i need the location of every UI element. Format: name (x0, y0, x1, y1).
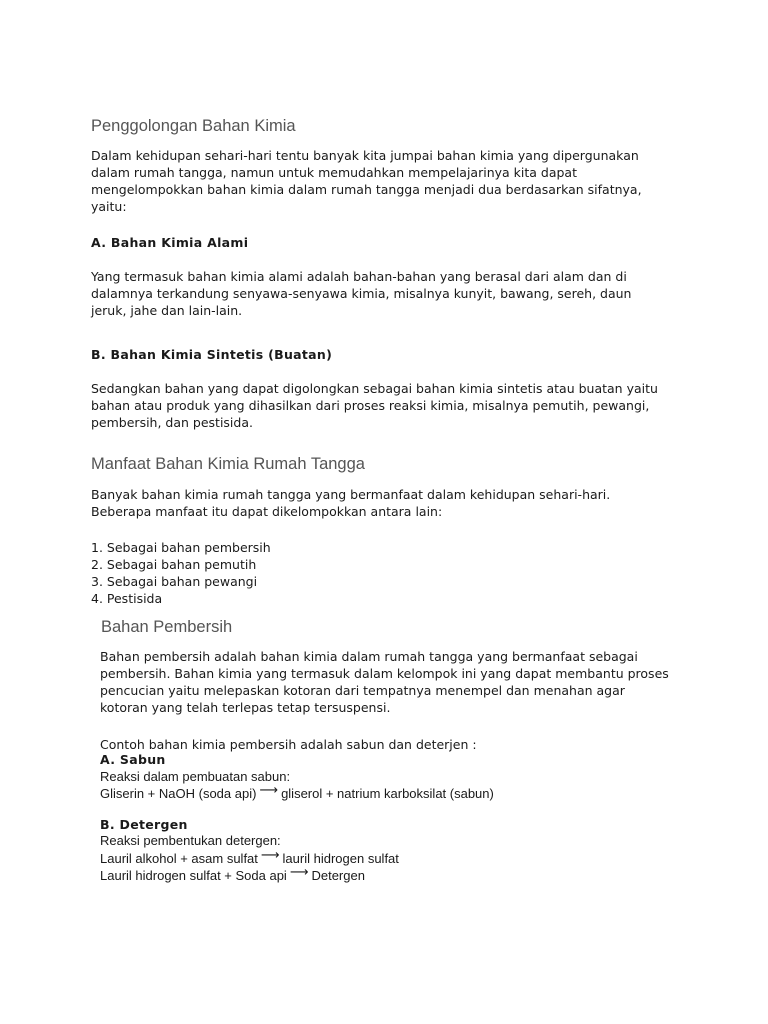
subheading-bahan-kimia-alami: A. Bahan Kimia Alami (91, 235, 249, 250)
subheading-sabun: A. Sabun (100, 752, 166, 767)
text-line: yaitu: (91, 199, 127, 214)
alami-paragraph (91, 268, 631, 319)
manfaat-list (91, 539, 271, 607)
detergen-reaction-label: Reaksi pembentukan detergen: (100, 833, 281, 848)
subheading-detergen: B. Detergen (100, 817, 188, 832)
sabun-reaction-label: Reaksi dalam pembuatan sabun: (100, 769, 291, 784)
text-line: Beberapa manfaat itu dapat dikelompokkan antara lain: (91, 504, 443, 519)
pembersih-paragraph (100, 648, 669, 716)
reactant: Lauril hidrogen sulfat + Soda api (100, 868, 287, 883)
text-line: Dalam kehidupan sehari-hari tentu banyak kita jumpai bahan kimia yang dipergunakan (91, 148, 639, 163)
list-item: 2. Sebagai bahan pemutih (91, 557, 257, 572)
text-line: pembersih. Bahan kimia yang termasuk dalam kelompok ini yang dapat membantu proses (100, 666, 669, 681)
detergen-reaction-1 (100, 848, 399, 867)
arrow-right-icon: ⟶ (260, 848, 280, 863)
list-item: 3. Sebagai bahan pewangi (91, 574, 258, 589)
text-line: mengelompokkan bahan kimia dalam rumah tangga menjadi dua berdasarkan sifatnya, (91, 182, 642, 197)
sintetis-paragraph (91, 380, 658, 431)
list-item: 1. Sebagai bahan pembersih (91, 540, 271, 555)
subheading-bahan-kimia-sintetis: B. Bahan Kimia Sintetis (Buatan) (91, 347, 333, 362)
reactant: Lauril alkohol + asam sulfat (100, 851, 258, 866)
text-line: Yang termasuk bahan kimia alami adalah bahan-bahan yang berasal dari alam dan di (91, 269, 627, 284)
product: lauril hidrogen sulfat (282, 851, 399, 866)
text-line: pembersih, dan pestisida. (91, 415, 253, 430)
product: Detergen (311, 868, 365, 883)
sabun-reaction-equation (100, 783, 494, 802)
list-item: 4. Pestisida (91, 591, 163, 606)
text-line: pencucian yaitu melepaskan kotoran dari tempatnya menempel dan menahan agar (100, 683, 625, 698)
text-line: Bahan pembersih adalah bahan kimia dalam rumah tangga yang bermanfaat sebagai (100, 649, 638, 664)
text-line: kotoran yang telah terlepas tetap tersuspensi. (100, 700, 391, 715)
text-line: dalamnya terkandung senyawa-senyawa kimia, misalnya kunyit, bawang, sereh, daun (91, 286, 632, 301)
reactant: Gliserin + NaOH (soda api) (100, 786, 257, 801)
contoh-intro: Contoh bahan kimia pembersih adalah sabun dan deterjen : (100, 737, 477, 752)
section-heading-manfaat: Manfaat Bahan Kimia Rumah Tangga (91, 455, 365, 473)
arrow-right-icon: ⟶ (289, 865, 309, 880)
text-line: jeruk, jahe dan lain-lain. (91, 303, 243, 318)
section-heading-bahan-pembersih: Bahan Pembersih (101, 618, 233, 636)
detergen-reaction-2 (100, 865, 365, 884)
manfaat-intro (91, 486, 610, 520)
section-heading-penggolongan: Penggolongan Bahan Kimia (91, 117, 296, 135)
text-line: Sedangkan bahan yang dapat digolongkan sebagai bahan kimia sintetis atau buatan yaitu (91, 381, 658, 396)
arrow-right-icon: ⟶ (259, 783, 279, 798)
text-line: bahan atau produk yang dihasilkan dari proses reaksi kimia, misalnya pemutih, pewangi, (91, 398, 650, 413)
product: gliserol + natrium karboksilat (sabun) (281, 786, 494, 801)
text-line: dalam rumah tangga, namun untuk memudahkan mempelajarinya kita dapat (91, 165, 577, 180)
intro-paragraph (91, 147, 642, 215)
text-line: Banyak bahan kimia rumah tangga yang bermanfaat dalam kehidupan sehari-hari. (91, 487, 611, 502)
